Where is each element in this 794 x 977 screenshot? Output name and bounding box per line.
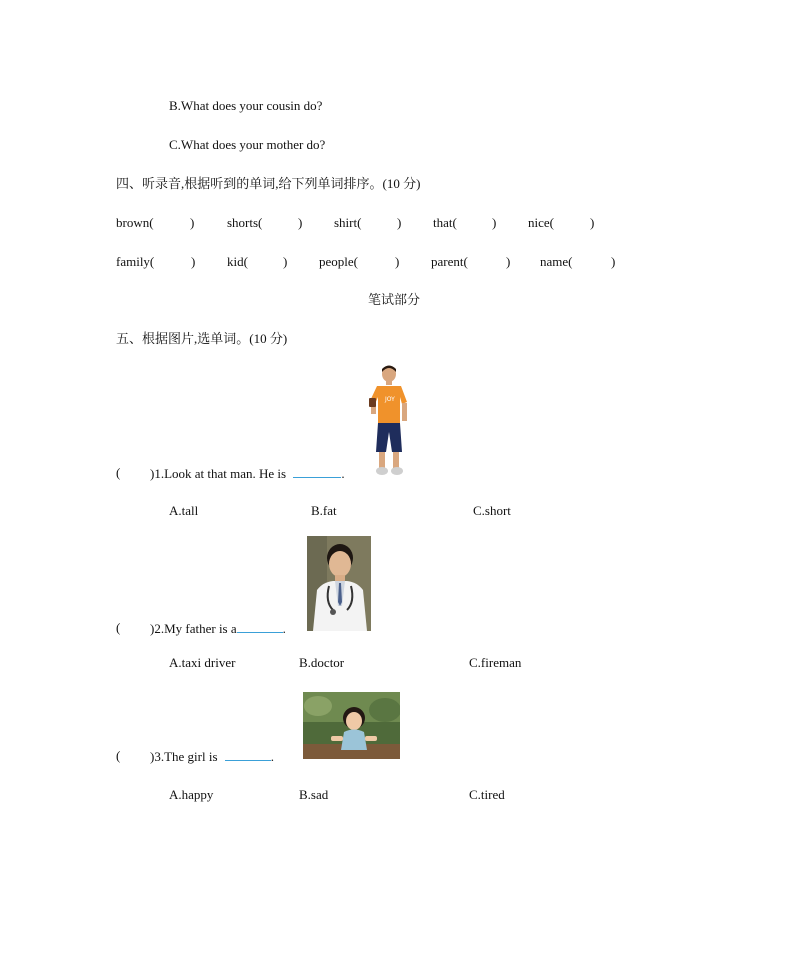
written-part-title: 笔试部分 xyxy=(368,292,421,307)
close-paren: ) xyxy=(298,215,303,230)
word-item: parent( xyxy=(431,254,468,269)
period: . xyxy=(282,621,286,636)
choice-b: B.doctor xyxy=(299,655,345,670)
question-text xyxy=(150,465,345,482)
close-paren: ) xyxy=(492,215,497,230)
period: . xyxy=(270,749,275,764)
question-2-text: )2.My father is a xyxy=(150,621,237,636)
period: . xyxy=(341,466,345,481)
close-paren: ) xyxy=(611,254,616,269)
shirt-logo: JOY xyxy=(385,396,395,403)
option-c: C.What does your mother do? xyxy=(169,137,326,152)
answer-paren-open: ( xyxy=(116,748,121,763)
word-item: brown( xyxy=(116,215,154,230)
close-paren: ) xyxy=(191,254,196,269)
close-paren: ) xyxy=(283,254,288,269)
choice-a: A.taxi driver xyxy=(169,655,236,670)
word-item: people( xyxy=(319,254,358,269)
close-paren: ) xyxy=(395,254,400,269)
question-1-text: )1.Look at that man. He is xyxy=(150,466,287,481)
choice-b: B.sad xyxy=(299,787,329,802)
close-paren: ) xyxy=(590,215,595,230)
answer-blank[interactable] xyxy=(225,748,271,761)
answer-paren-open: ( xyxy=(116,465,121,480)
word-item: shorts( xyxy=(227,215,263,230)
answer-paren-open: ( xyxy=(116,620,121,635)
word-item: name( xyxy=(540,254,573,269)
word-item: that( xyxy=(433,215,457,230)
option-b: B.What does your cousin do? xyxy=(169,98,323,113)
section-5-heading: 五、根据图片,选单词。(10 分) xyxy=(116,331,288,346)
question-3-text: )3.The girl is xyxy=(150,749,218,764)
choice-c: C.short xyxy=(473,503,511,518)
choice-c: C.fireman xyxy=(469,655,522,670)
choice-a: A.happy xyxy=(169,787,214,802)
choice-c: C.tired xyxy=(469,787,505,802)
word-item: family( xyxy=(116,254,155,269)
word-item: kid( xyxy=(227,254,248,269)
word-item: shirt( xyxy=(334,215,362,230)
doctor-picture xyxy=(307,536,371,631)
choice-a: A.tall xyxy=(169,503,199,518)
close-paren: ) xyxy=(190,215,195,230)
close-paren: ) xyxy=(397,215,402,230)
answer-blank[interactable] xyxy=(237,620,283,633)
section-4-heading: 四、听录音,根据听到的单词,给下列单词排序。(10 分) xyxy=(116,176,421,191)
word-item: nice( xyxy=(528,215,554,230)
man-picture xyxy=(360,364,416,480)
close-paren: ) xyxy=(506,254,511,269)
girl-picture xyxy=(303,692,400,759)
choice-b: B.fat xyxy=(311,503,337,518)
question-text xyxy=(150,748,274,765)
question-text xyxy=(150,620,286,637)
answer-blank[interactable] xyxy=(293,465,341,478)
